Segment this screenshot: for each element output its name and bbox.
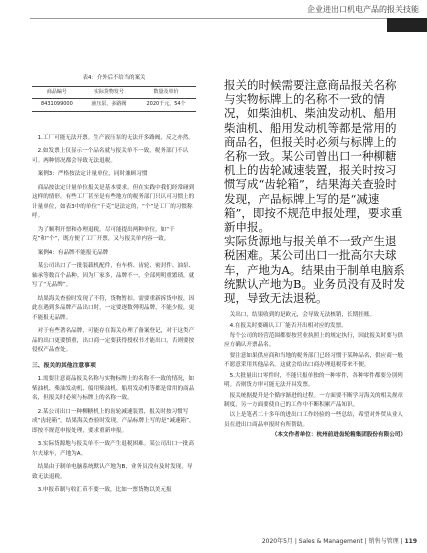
case-heading: 案例3：严格按法定计量单位，同时兼顾习惯 xyxy=(37,171,148,177)
header-title: 企业进出口机电产品的报关技能 xyxy=(307,5,419,14)
table-row xyxy=(32,99,196,112)
footer-date: 2020年5月 xyxy=(261,538,293,545)
table-cell: 液压泵，多路阀 xyxy=(82,99,136,112)
paragraph: 1.工厂可能无法开票。生产液压泵的无法开多路阀，反之亦然。 xyxy=(37,134,194,141)
paragraph: 4.在报关时要确认工厂能否开出相对应的发票。 xyxy=(229,322,347,329)
footer-journal: Sales & Management xyxy=(298,538,363,545)
paragraph: 对于有些著名品牌，可能存在海关办理了备案登记，对于这类产品的出口更要慎重，出口商一定要获得授权书才能出口，否则要按侵权产品查处。 xyxy=(32,328,195,353)
table-header: 数量及单价 xyxy=(136,86,196,99)
author-signoff: （本文作者单位：杭州前进齿轮箱集团股份有限公司） xyxy=(271,432,406,439)
footer-journal-cn: 销售与管理 xyxy=(368,538,399,545)
table-cell: 8431099000 xyxy=(32,99,82,112)
section-heading: 三、报关的其他注意事项 xyxy=(32,362,96,369)
paragraph: 结果由于制单电脑系统默认产地为B，业务员没有及时发现，导致无法退税。 xyxy=(32,464,193,480)
paragraph: 2.某公司出口一种柳糖机上的齿轮减速装置，报关时按习惯写成“齿轮箱”，结果海关查验时发现，产品标牌上写的是“减速箱”，即按不规范申报处理，要求重新申报。 xyxy=(32,408,195,434)
paragraph: 关出口，结果收到的是欧元，会导致无法核销，长期挂账。 xyxy=(229,312,376,319)
table-header: 实际货物发号 xyxy=(82,86,136,99)
page-number: 119 xyxy=(404,538,417,545)
paragraph: 要注意如果供应商和当地的税务部门已经习惯于某种品名，供应商一般不愿意采用其他品名。这就会给出口商办理退税带来不便。 xyxy=(224,352,404,369)
data-table xyxy=(32,86,196,112)
paragraph: 每个公司的经营范围都要按营业执照上的规定执行，因此报关时要与供应方确认开票品名。 xyxy=(224,333,404,349)
paragraph: 为了顺利开票和办理退税，尽可能提出两种单位，如“千克”和“个”，既方便了工厂开票，又与报关单内容一致。 xyxy=(32,226,175,242)
paragraph: 5.大批量出口零件时，不能只报单独的一种零件，各种零件都要分别列明。否则货方审可能无法开具发票。 xyxy=(224,372,403,389)
paragraph: 商品按法定计量单位报关是基本要求。但在实践中我们经常碰到这样的情形，有些工厂甚至是有些地方的税务部门只认可习惯上的计量单位，如表3中的单位“千克”是法定的，“个”是工厂的习惯称呼。 xyxy=(32,184,195,219)
page-footer: 2020年5月 | Sales & Management | 销售与管理 | 119 xyxy=(261,538,417,545)
paragraph: 某公司出口了一批装载机配件，有车桥、齿轮、密封件、油泵、轴承等数百个品种。因为厂家多，品牌不一，全部列明重繁琐，就写了“无品牌”。 xyxy=(32,263,195,288)
table-cell: 2020千元，54个 xyxy=(136,99,196,112)
paragraph: 3.申报币制与收汇币不要一致，比如一票货物以美元报 xyxy=(37,487,172,493)
case-heading: 案例4：有品牌不能报无品牌 xyxy=(37,249,109,256)
paragraph: 以上是笔者二十多年的进出口工作经验的一些总结，希望对外贸从业人员在进出口商品申报时有所帮助。 xyxy=(224,412,404,428)
paragraph: 3.实际货源地与报关单不一致产生退税困难。某公司出口一批高尔夫球车，产地为A。 xyxy=(32,441,194,457)
paragraph: 报关统据提升是个循序渐进的过程。一方面要不断学习海关的相关规章制度，另一方面要使自己的工作中不断积累产品知识。 xyxy=(224,392,404,408)
paragraph: 1.需要注意商品报关名称与实物标牌上的名称不一致的情况，如柴油机、柴油发动机、船用柴油机、船用发动机等都是常用的商品名，但报关时必须与标牌上的名称一致。 xyxy=(32,376,195,401)
header-rule xyxy=(30,18,427,19)
table-header: 商品编号 xyxy=(32,86,82,99)
table-title: 表4：介外后不给当的案关 xyxy=(82,75,146,81)
body-text xyxy=(224,311,406,440)
header-bar xyxy=(387,18,427,32)
right-column xyxy=(224,78,406,442)
pull-quote: 报关的时候需要注意商品报关名称与实物标牌上的名称不一致的情况，如柴油机、柴油发动机、船用柴油机、船用发动机等都是常用的商品名，但报关时必须与标牌上的名称一致。某公司曾出口一种柳糖机上的齿轮减速装置，报关时按习惯写成“齿轮箱”，结果海关查验时发现，产品标牌上写的是“减速箱”，即按不规范申报处理，要求重新申报。 xyxy=(224,78,403,235)
paragraph: 2.如发票上仅显示一个品名就与报关单不一致，税务部门不认可。两种情况都会导致无法退税。 xyxy=(32,148,189,164)
paragraph: 结果海关查验时发现了不符，货物暂扣。需要重新拆货申报，因此在遇到多品牌产品出口时，一定要逐数列明品牌，不能少报，更不能报无品牌。 xyxy=(32,295,195,321)
pull-quote: 实际货源地与报关单不一致产生退税困难。某公司出口一批高尔夫球车，产地为A。结果由于制单电脑系统默认产地为B。业务员没有及时发现，导致无法退税。 xyxy=(224,234,405,306)
left-column xyxy=(32,60,196,500)
